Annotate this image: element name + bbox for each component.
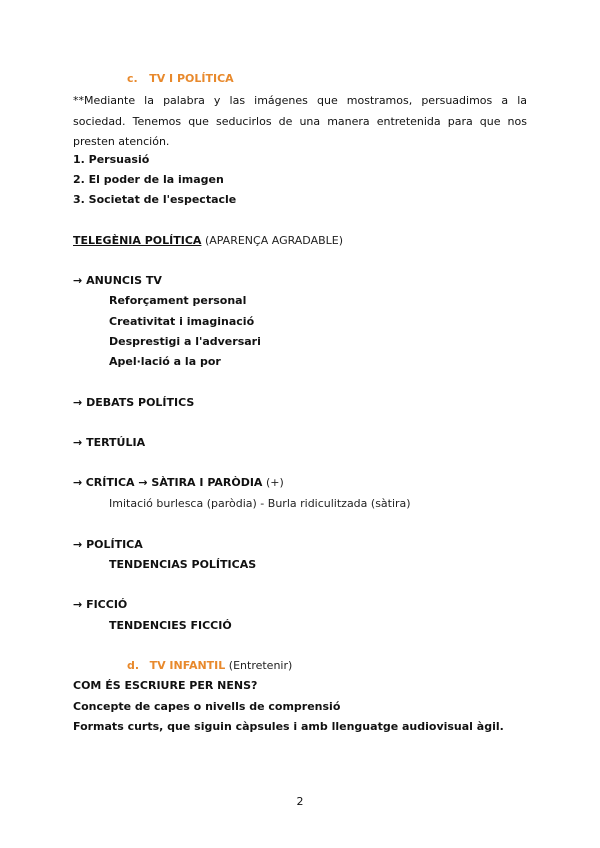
ficcio-sub: TENDENCIES FICCIÓ bbox=[109, 619, 232, 632]
section-d-heading bbox=[127, 658, 292, 674]
section-d-note: (Entretenir) bbox=[228, 659, 293, 672]
tertulia-heading bbox=[73, 435, 145, 451]
politica-sub: TENDENCIAS POLÍTICAS bbox=[109, 558, 257, 571]
section-d-line: Concepte de capes o nivells de comprensió bbox=[73, 700, 341, 713]
telegenia-note: (APARENÇA AGRADABLE) bbox=[204, 234, 344, 247]
critica-label: CRÍTICA → SÀTIRA I PARÒDIA bbox=[85, 476, 263, 489]
section-d-title: TV INFANTIL bbox=[149, 659, 226, 672]
anuncis-item: Reforçament personal bbox=[109, 294, 247, 307]
section-c-heading bbox=[127, 71, 234, 87]
arrow-icon: → bbox=[73, 396, 83, 409]
arrow-icon: → bbox=[73, 436, 83, 449]
critica-note: (+) bbox=[265, 476, 284, 489]
anuncis-label: ANUNCIS TV bbox=[86, 274, 162, 287]
page-number: 2 bbox=[296, 795, 304, 808]
arrow-icon: → bbox=[73, 598, 83, 611]
ficcio-heading bbox=[73, 597, 127, 613]
telegenia-line bbox=[73, 233, 343, 249]
politica-label: POLÍTICA bbox=[86, 538, 143, 551]
point-2: 2. El poder de la imagen bbox=[73, 173, 224, 186]
anuncis-item: Apel·lació a la por bbox=[109, 355, 221, 368]
point-3: 3. Societat de l'espectacle bbox=[73, 193, 237, 206]
ficcio-label: FICCIÓ bbox=[86, 598, 128, 611]
arrow-icon: → bbox=[73, 538, 83, 551]
section-c-letter: c. bbox=[127, 72, 138, 85]
section-c-title: TV I POLÍTICA bbox=[149, 72, 234, 85]
tertulia-label: TERTÚLIA bbox=[86, 436, 146, 449]
intro-paragraph: **Mediante la palabra y las imágenes que mostramos, persuadimos a la sociedad. Tenemos que seducirlos de una manera entretenida para que nos presten atención. bbox=[73, 94, 527, 148]
arrow-icon: → bbox=[73, 274, 83, 287]
critica-heading bbox=[73, 475, 284, 491]
critica-detail: Imitació burlesca (paròdia) - Burla ridiculitzada (sàtira) bbox=[109, 497, 411, 510]
politica-heading bbox=[73, 537, 143, 553]
section-d-line: COM ÉS ESCRIURE PER NENS? bbox=[73, 679, 258, 692]
anuncis-item: Creativitat i imaginació bbox=[109, 315, 255, 328]
debats-heading bbox=[73, 395, 194, 411]
section-d-letter: d. bbox=[127, 659, 140, 672]
telegenia-title: TELEGÈNIA POLÍTICA bbox=[73, 234, 202, 247]
anuncis-heading bbox=[73, 273, 162, 289]
point-1: 1. Persuasió bbox=[73, 153, 150, 166]
arrow-icon: → bbox=[73, 476, 83, 489]
section-d-line: Formats curts, que siguin càpsules i amb llenguatge audiovisual àgil. bbox=[73, 720, 504, 733]
anuncis-item: Desprestigi a l'adversari bbox=[109, 335, 261, 348]
debats-label: DEBATS POLÍTICS bbox=[86, 396, 195, 409]
